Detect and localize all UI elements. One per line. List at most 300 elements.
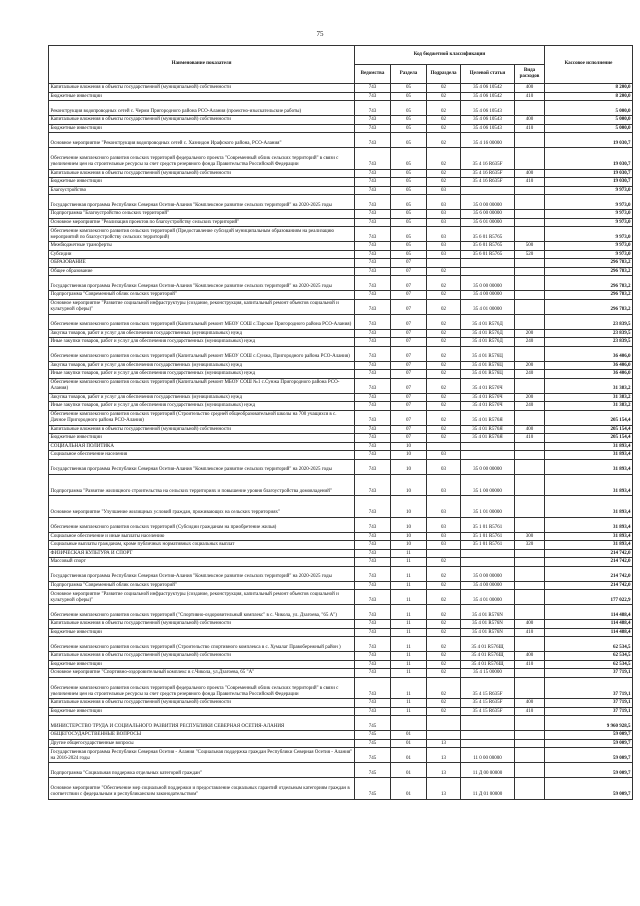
subsection-code-cell: 13 xyxy=(427,778,461,800)
section-code-cell: 05 xyxy=(391,227,427,242)
section-code-cell: 05 xyxy=(391,116,427,125)
expense-type-cell xyxy=(515,378,545,393)
table-row xyxy=(49,276,633,291)
indicator-name-cell: ФИЗИЧЕСКАЯ КУЛЬТУРА И СПОРТ xyxy=(49,549,355,558)
indicator-name-cell: Обеспечение комплексного развития сельских территорий (Капитальный ремонт МБОУ СОШ с.Сунжа, Пригородного района РСО-Алания) xyxy=(49,346,355,361)
department-code-cell: 743 xyxy=(355,660,391,669)
subsection-code-cell: 02 xyxy=(427,92,461,101)
indicator-name-header: Наименование показателя xyxy=(49,46,355,84)
table-row xyxy=(49,549,633,558)
subsection-code-cell: 02 xyxy=(427,267,461,276)
cash-execution-cell: 31 893,4 xyxy=(545,517,633,532)
department-code-cell: 745 xyxy=(355,739,391,748)
target-article-cell: 35 0 00 00000 xyxy=(461,195,515,210)
section-code-cell: 11 xyxy=(391,707,427,716)
expense-type-cell xyxy=(515,451,545,460)
subsection-code-cell: 03 xyxy=(427,218,461,227)
section-code-cell: 05 xyxy=(391,84,427,93)
indicator-name-cell: Социальное обеспечение и иные выплаты населению xyxy=(49,532,355,541)
target-article-cell: 35 4 16 R635F xyxy=(461,169,515,178)
cash-execution-cell: 62 534,5 xyxy=(545,652,633,661)
department-code-cell: 745 xyxy=(355,716,391,731)
expense-type-cell: 240 xyxy=(515,370,545,379)
cash-execution-cell: 205 154,4 xyxy=(545,425,633,434)
cash-execution-cell: 214 742,0 xyxy=(545,566,633,581)
table-row xyxy=(49,669,633,678)
indicator-name-cell: Основное мероприятие "Спортивно-оздоровительный комплекс в с.Чикола, ул.Дзагоева, 65 "А" xyxy=(49,669,355,678)
expense-type-cell xyxy=(515,218,545,227)
section-code-cell: 11 xyxy=(391,660,427,669)
budget-table xyxy=(48,45,633,800)
cash-execution-cell: 37 719,1 xyxy=(545,677,633,699)
department-code-cell: 743 xyxy=(355,393,391,402)
target-article-cell: 35 6 01 R5765 xyxy=(461,242,515,251)
indicator-name-cell: ОБРАЗОВАНИЕ xyxy=(49,259,355,268)
indicator-name-cell: Бюджетные инвестиции xyxy=(49,434,355,443)
indicator-name-cell: Государственная программа Республики Северная Осетия-Алания "Комплексное развитие сельских территорий" на 2020-2025 годы xyxy=(49,195,355,210)
table-row xyxy=(49,250,633,259)
expense-type-cell: 520 xyxy=(515,250,545,259)
target-article-cell: 35 4 01 R576Я xyxy=(461,425,515,434)
section-code-cell: 07 xyxy=(391,267,427,276)
table-row xyxy=(49,707,633,716)
expense-type-cell: 300 xyxy=(515,532,545,541)
target-article-cell: 35 4 15 R635F xyxy=(461,699,515,708)
target-article-cell: 35 4 06 10543 xyxy=(461,116,515,125)
target-article-cell: 35 1 01 R5761 xyxy=(461,517,515,532)
indicator-name-cell: Государственная программа Республики Северная Осетия-Алания "Комплексное развитие сельских территорий" на 2020-2025 годы xyxy=(49,566,355,581)
expense-type-cell: 400 xyxy=(515,652,545,661)
cash-execution-cell: 19 030,7 xyxy=(545,178,633,187)
target-article-cell: 35 4 01 R576Ч xyxy=(461,402,515,411)
expense-type-cell xyxy=(515,291,545,300)
cash-execution-cell: 9 973,0 xyxy=(545,242,633,251)
section-code-cell: 11 xyxy=(391,652,427,661)
table-row xyxy=(49,124,633,133)
section-code-cell: 11 xyxy=(391,669,427,678)
indicator-name-cell: Другие общегосударственные вопросы xyxy=(49,739,355,748)
target-article-cell: 35 4 01 R576Щ xyxy=(461,660,515,669)
expense-type-cell xyxy=(515,346,545,361)
section-code-cell: 05 xyxy=(391,133,427,148)
section-code-cell: 07 xyxy=(391,314,427,329)
indicator-name-cell: Основное мероприятие "Развитие социальной инфраструктуры (создание, реконструкция, капитальный ремонт объектов социальной и культурной сферы)" xyxy=(49,299,355,314)
department-code-cell: 743 xyxy=(355,581,391,590)
table-row xyxy=(49,370,633,379)
table-row xyxy=(49,459,633,474)
subsection-code-cell xyxy=(427,731,461,740)
indicator-name-cell: Бюджетные инвестиции xyxy=(49,628,355,637)
section-code-cell: 07 xyxy=(391,402,427,411)
indicator-name-cell: Подпрограмма "Современный облик сельских территорий" xyxy=(49,291,355,300)
section-code-cell: 10 xyxy=(391,496,427,518)
indicator-name-cell: ОБЩЕГОСУДАРСТВЕННЫЕ ВОПРОСЫ xyxy=(49,731,355,740)
department-code-cell: 743 xyxy=(355,186,391,195)
expense-type-cell xyxy=(515,496,545,518)
indicator-name-cell: Государственная программа Республики Северная Осетия-Алания "Комплексное развитие сельских территорий" на 2020-2025 годы xyxy=(49,459,355,474)
subsection-code-cell: 02 xyxy=(427,276,461,291)
subsection-code-cell: 03 xyxy=(427,532,461,541)
department-code-cell: 743 xyxy=(355,338,391,347)
subsection-code-cell: 03 xyxy=(427,195,461,210)
section-code-cell: 11 xyxy=(391,590,427,605)
expense-type-cell xyxy=(515,566,545,581)
cash-execution-cell: 296 783,2 xyxy=(545,276,633,291)
subsection-code-cell: 03 xyxy=(427,496,461,518)
department-code-cell: 743 xyxy=(355,148,391,170)
cash-execution-cell: 9 973,0 xyxy=(545,186,633,195)
subsection-code-cell: 02 xyxy=(427,346,461,361)
department-code-cell: 743 xyxy=(355,133,391,148)
indicator-name-cell: Иные закупки товаров, работ и услуг для обеспечения государственных (муниципальных) нужд xyxy=(49,402,355,411)
department-code-cell: 743 xyxy=(355,425,391,434)
department-code-cell: 743 xyxy=(355,541,391,550)
subsection-code-cell: 03 xyxy=(427,459,461,474)
cash-execution-cell: 59 009,7 xyxy=(545,731,633,740)
indicator-name-cell: Капитальные вложения в объекты государственной (муниципальной) собственности xyxy=(49,169,355,178)
indicator-name-cell: Иные закупки товаров, работ и услуг для обеспечения государственных (муниципальных) нужд xyxy=(49,370,355,379)
department-code-cell: 743 xyxy=(355,496,391,518)
section-code-cell: 07 xyxy=(391,291,427,300)
subsection-code-cell: 13 xyxy=(427,748,461,763)
section-code-cell: 11 xyxy=(391,549,427,558)
table-row xyxy=(49,677,633,699)
target-article-cell: 35 4 16 00000 xyxy=(461,133,515,148)
table-row xyxy=(49,259,633,268)
subsection-code-cell: 02 xyxy=(427,291,461,300)
expense-type-cell xyxy=(515,748,545,763)
cash-execution-cell: 8 200,0 xyxy=(545,92,633,101)
table-row xyxy=(49,314,633,329)
target-article-cell xyxy=(461,558,515,567)
target-article-cell: 35 0 00 00000 xyxy=(461,566,515,581)
subsection-code-cell: 02 xyxy=(427,148,461,170)
section-code-cell: 11 xyxy=(391,620,427,629)
section-code-cell: 05 xyxy=(391,124,427,133)
expense-type-cell: 410 xyxy=(515,660,545,669)
section-code-cell: 11 xyxy=(391,558,427,567)
table-row xyxy=(49,637,633,652)
indicator-name-cell: Обеспечение комплексного развития сельских территорий (Капитальный ремонт МБОУ СОШ №1 с.Сунжа Пригородного района РСО-Алания) xyxy=(49,378,355,393)
target-article-cell xyxy=(461,267,515,276)
subsection-code-cell: 02 xyxy=(427,628,461,637)
table-row xyxy=(49,133,633,148)
cash-execution-cell: 62 534,5 xyxy=(545,660,633,669)
department-code-cell: 743 xyxy=(355,474,391,496)
section-code-cell: 05 xyxy=(391,210,427,219)
cash-execution-cell: 37 719,1 xyxy=(545,669,633,678)
department-code-cell: 743 xyxy=(355,329,391,338)
cash-execution-cell: 9 960 928,5 xyxy=(545,716,633,731)
table-row xyxy=(49,731,633,740)
section-code-cell: 07 xyxy=(391,410,427,425)
subsection-code-cell: 03 xyxy=(427,541,461,550)
table-row xyxy=(49,338,633,347)
expense-type-cell: 400 xyxy=(515,699,545,708)
target-article-cell xyxy=(461,716,515,731)
expense-type-cell xyxy=(515,731,545,740)
cash-execution-header: Кассовое исполнение xyxy=(545,46,633,84)
cash-execution-cell: 296 783,2 xyxy=(545,267,633,276)
expense-type-cell: 200 xyxy=(515,361,545,370)
subsection-code-cell: 02 xyxy=(427,361,461,370)
cash-execution-cell: 19 030,7 xyxy=(545,169,633,178)
subsection-code-cell: 02 xyxy=(427,133,461,148)
department-code-cell: 743 xyxy=(355,195,391,210)
department-code-cell: 743 xyxy=(355,84,391,93)
section-code-cell: 07 xyxy=(391,329,427,338)
table-row xyxy=(49,660,633,669)
subsection-code-cell: 03 xyxy=(427,242,461,251)
expense-type-cell xyxy=(515,517,545,532)
section-code-cell: 10 xyxy=(391,459,427,474)
department-code-cell: 743 xyxy=(355,370,391,379)
section-code-cell: 07 xyxy=(391,276,427,291)
department-code-cell: 743 xyxy=(355,442,391,451)
subsection-code-cell: 02 xyxy=(427,605,461,620)
subsection-code-cell xyxy=(427,549,461,558)
section-code-cell: 05 xyxy=(391,169,427,178)
subsection-code-cell: 02 xyxy=(427,707,461,716)
table-row xyxy=(49,451,633,460)
section-code-cell: 10 xyxy=(391,517,427,532)
cash-execution-cell: 205 154,4 xyxy=(545,434,633,443)
target-article-cell: 35 6 01 00000 xyxy=(461,218,515,227)
expense-type-cell xyxy=(515,276,545,291)
section-code-cell: 07 xyxy=(391,370,427,379)
subsection-code-cell: 02 xyxy=(427,699,461,708)
department-code-cell: 745 xyxy=(355,763,391,778)
target-article-cell: 35 4 00 00000 xyxy=(461,291,515,300)
subsection-code-cell: 02 xyxy=(427,620,461,629)
expense-type-cell: 400 xyxy=(515,620,545,629)
section-code-cell: 05 xyxy=(391,186,427,195)
cash-execution-cell: 31 893,4 xyxy=(545,496,633,518)
indicator-name-cell: Обеспечение комплексного развития сельских территорий (Строительство спортивного комплекса в с. Хумалаг Правобережный район ) xyxy=(49,637,355,652)
table-row xyxy=(49,242,633,251)
department-code-cell: 743 xyxy=(355,169,391,178)
indicator-name-cell: Государственная программа Республики Северная Осетия - Алания "Социальная поддержка граждан Республики Северная Осетия - Алания" на 2016-2024 годы xyxy=(49,748,355,763)
section-code-cell: 07 xyxy=(391,259,427,268)
cash-execution-cell: 31 893,4 xyxy=(545,442,633,451)
section-code-cell: 10 xyxy=(391,474,427,496)
table-row xyxy=(49,496,633,518)
target-article-cell: 35 4 01 R576Я xyxy=(461,410,515,425)
expense-type-cell xyxy=(515,474,545,496)
expense-type-cell xyxy=(515,605,545,620)
department-code-cell: 743 xyxy=(355,402,391,411)
target-article-cell xyxy=(461,451,515,460)
table-row xyxy=(49,227,633,242)
subsection-code-cell: 03 xyxy=(427,227,461,242)
section-code-cell: 10 xyxy=(391,532,427,541)
table-row xyxy=(49,299,633,314)
department-code-cell: 743 xyxy=(355,361,391,370)
department-code-cell: 743 xyxy=(355,532,391,541)
expense-type-cell xyxy=(515,267,545,276)
subsection-code-cell xyxy=(427,259,461,268)
target-article-cell: 35 4 01 R576Ц xyxy=(461,361,515,370)
department-code-cell: 743 xyxy=(355,451,391,460)
expense-type-cell xyxy=(515,101,545,116)
department-code-cell: 743 xyxy=(355,677,391,699)
expense-type-cell xyxy=(515,637,545,652)
expense-type-cell: 410 xyxy=(515,178,545,187)
department-code-cell: 743 xyxy=(355,227,391,242)
indicator-name-cell: Иные закупки товаров, работ и услуг для обеспечения государственных (муниципальных) нужд xyxy=(49,338,355,347)
department-code-cell: 743 xyxy=(355,314,391,329)
expense-type-cell: 200 xyxy=(515,329,545,338)
expense-type-cell: 500 xyxy=(515,242,545,251)
section-code-cell: 07 xyxy=(391,393,427,402)
expense-type-cell xyxy=(515,299,545,314)
cash-execution-cell: 9 973,0 xyxy=(545,218,633,227)
target-article-cell: 35 1 01 R5761 xyxy=(461,541,515,550)
indicator-name-cell: Подпрограмма "Благоустройство сельских территорий" xyxy=(49,210,355,219)
department-code-cell: 743 xyxy=(355,276,391,291)
target-article-cell: 35 6 00 00000 xyxy=(461,210,515,219)
indicator-name-cell: Капитальные вложения в объекты государственной (муниципальной) собственности xyxy=(49,620,355,629)
indicator-name-cell: Основное мероприятие "Реализация проектов по благоустройству сельских территорий" xyxy=(49,218,355,227)
expense-type-cell: 400 xyxy=(515,116,545,125)
cash-execution-cell: 114 488,4 xyxy=(545,605,633,620)
indicator-name-cell: Подпрограмма "Социальная поддержка отдельных категорий граждан" xyxy=(49,763,355,778)
subsection-code-cell: 03 xyxy=(427,451,461,460)
section-code-cell: 11 xyxy=(391,628,427,637)
department-code-cell: 743 xyxy=(355,628,391,637)
subsection-code-cell: 02 xyxy=(427,329,461,338)
expense-type-cell: 240 xyxy=(515,402,545,411)
table-row xyxy=(49,178,633,187)
expense-type-cell xyxy=(515,314,545,329)
department-code-header: Ведомства xyxy=(355,65,391,84)
department-code-cell: 743 xyxy=(355,620,391,629)
table-row xyxy=(49,101,633,116)
department-code-cell: 743 xyxy=(355,346,391,361)
department-code-cell: 743 xyxy=(355,652,391,661)
target-article-cell: 11 Д 00 00000 xyxy=(461,763,515,778)
target-article-cell: 35 4 01 00000 xyxy=(461,299,515,314)
indicator-name-cell: Реконструкция водопроводных сетей с. Черми Пригородного района РСО-Алания (проектно-изыскательские работы) xyxy=(49,101,355,116)
expense-type-cell: 320 xyxy=(515,541,545,550)
target-article-cell: 35 4 06 10543 xyxy=(461,101,515,116)
expense-type-cell xyxy=(515,669,545,678)
cash-execution-cell: 114 488,4 xyxy=(545,620,633,629)
indicator-name-cell: Обеспечение комплексного развития сельских территорий (Предоставление субсидий муниципальным образованиям на реализацию мероприятий по благоустройству сельских территорий) xyxy=(49,227,355,242)
table-row xyxy=(49,590,633,605)
target-article-cell: 35 4 01 R576N xyxy=(461,605,515,620)
indicator-name-cell: Подпрограмма "Современный облик сельских территорий" xyxy=(49,581,355,590)
subsection-code-cell: 02 xyxy=(427,637,461,652)
table-row xyxy=(49,148,633,170)
subsection-code-cell: 02 xyxy=(427,299,461,314)
expense-type-cell: 240 xyxy=(515,338,545,347)
section-code-cell: 11 xyxy=(391,605,427,620)
target-article-cell xyxy=(461,549,515,558)
target-article-cell: 35 4 00 00000 xyxy=(461,581,515,590)
cash-execution-cell: 214 742,0 xyxy=(545,549,633,558)
target-article-cell: 35 4 15 R635F xyxy=(461,707,515,716)
department-code-cell: 743 xyxy=(355,242,391,251)
table-row xyxy=(49,442,633,451)
expense-type-cell xyxy=(515,210,545,219)
indicator-name-cell: Обеспечение комплексного развития сельских территорий ("Спортивно-оздоровительный комплекс" в с. Чикола, ул. Дзагоева, "65 А") xyxy=(49,605,355,620)
department-code-cell: 743 xyxy=(355,210,391,219)
section-code-cell: 01 xyxy=(391,739,427,748)
table-row xyxy=(49,748,633,763)
target-article-cell: 35 4 01 R576Ц xyxy=(461,346,515,361)
table-row xyxy=(49,393,633,402)
target-article-cell: 35 4 01 R576Ц xyxy=(461,370,515,379)
section-code-cell: 11 xyxy=(391,637,427,652)
expense-type-cell: 400 xyxy=(515,84,545,93)
indicator-name-cell: Государственная программа Республики Северная Осетия-Алания "Комплексное развитие сельских территорий" на 2020-2025 годы xyxy=(49,276,355,291)
table-row xyxy=(49,378,633,393)
indicator-name-cell: СОЦИАЛЬНАЯ ПОЛИТИКА xyxy=(49,442,355,451)
table-row xyxy=(49,652,633,661)
indicator-name-cell: Обеспечение комплексного развития сельских территорий (Строительство средней общеобразовательной школы на 700 учащихся в с. Дачное Пригородного района РСО-Алания) xyxy=(49,410,355,425)
section-code-cell: 05 xyxy=(391,92,427,101)
department-code-cell: 743 xyxy=(355,291,391,300)
department-code-cell: 743 xyxy=(355,259,391,268)
table-row xyxy=(49,581,633,590)
target-article-cell: 35 4 01 00000 xyxy=(461,590,515,605)
target-article-cell: 35 4 01 R576N xyxy=(461,620,515,629)
section-code-cell: 05 xyxy=(391,148,427,170)
section-code-cell: 11 xyxy=(391,677,427,699)
table-row xyxy=(49,402,633,411)
target-article-cell: 35 4 15 00000 xyxy=(461,669,515,678)
subsection-code-header: Подраздела xyxy=(427,65,461,84)
department-code-cell: 745 xyxy=(355,778,391,800)
department-code-cell: 743 xyxy=(355,517,391,532)
table-row xyxy=(49,763,633,778)
expense-type-cell xyxy=(515,581,545,590)
section-code-cell: 05 xyxy=(391,242,427,251)
department-code-cell: 743 xyxy=(355,549,391,558)
expense-type-cell: 400 xyxy=(515,169,545,178)
subsection-code-cell: 02 xyxy=(427,558,461,567)
subsection-code-cell: 02 xyxy=(427,116,461,125)
expense-type-cell xyxy=(515,410,545,425)
table-row xyxy=(49,434,633,443)
department-code-cell: 743 xyxy=(355,178,391,187)
department-code-cell: 743 xyxy=(355,101,391,116)
table-body xyxy=(49,84,633,800)
expense-type-header: Вида расходов xyxy=(515,65,545,84)
indicator-name-cell: Благоустройство xyxy=(49,186,355,195)
subsection-code-cell xyxy=(427,442,461,451)
cash-execution-cell: 9 973,0 xyxy=(545,210,633,219)
department-code-cell: 743 xyxy=(355,116,391,125)
indicator-name-cell: Капитальные вложения в объекты государственной (муниципальной) собственности xyxy=(49,116,355,125)
cash-execution-cell: 23 839,5 xyxy=(545,329,633,338)
cash-execution-cell: 23 839,5 xyxy=(545,314,633,329)
subsection-code-cell: 02 xyxy=(427,338,461,347)
indicator-name-cell: Основное мероприятие "Обеспечение мер социальной поддержки и предоставление социальных гарантий отдельным категориям граждан в соответствии с федеральным и республиканским законодательством" xyxy=(49,778,355,800)
target-article-cell: 35 0 00 00000 xyxy=(461,276,515,291)
indicator-name-cell: МИНИСТЕРСТВО ТРУДА И СОЦИАЛЬНОГО РАЗВИТИЯ РЕСПУБЛИКИ СЕВЕРНАЯ ОСЕТИЯ-АЛАНИЯ xyxy=(49,716,355,731)
subsection-code-cell: 02 xyxy=(427,425,461,434)
target-article-cell: 35 1 01 R5761 xyxy=(461,532,515,541)
indicator-name-cell: Обеспечение комплексного развития сельских территорий федерального проекта "Современный облик сельских территорий" в связи с увеличением цен на строительные ресурсы за счет средств резервного фонда Правительства Российской Федерации xyxy=(49,148,355,170)
expense-type-cell xyxy=(515,739,545,748)
page-number: 75 xyxy=(316,30,324,38)
subsection-code-cell: 02 xyxy=(427,178,461,187)
expense-type-cell: 410 xyxy=(515,124,545,133)
department-code-cell: 743 xyxy=(355,707,391,716)
table-row xyxy=(49,92,633,101)
